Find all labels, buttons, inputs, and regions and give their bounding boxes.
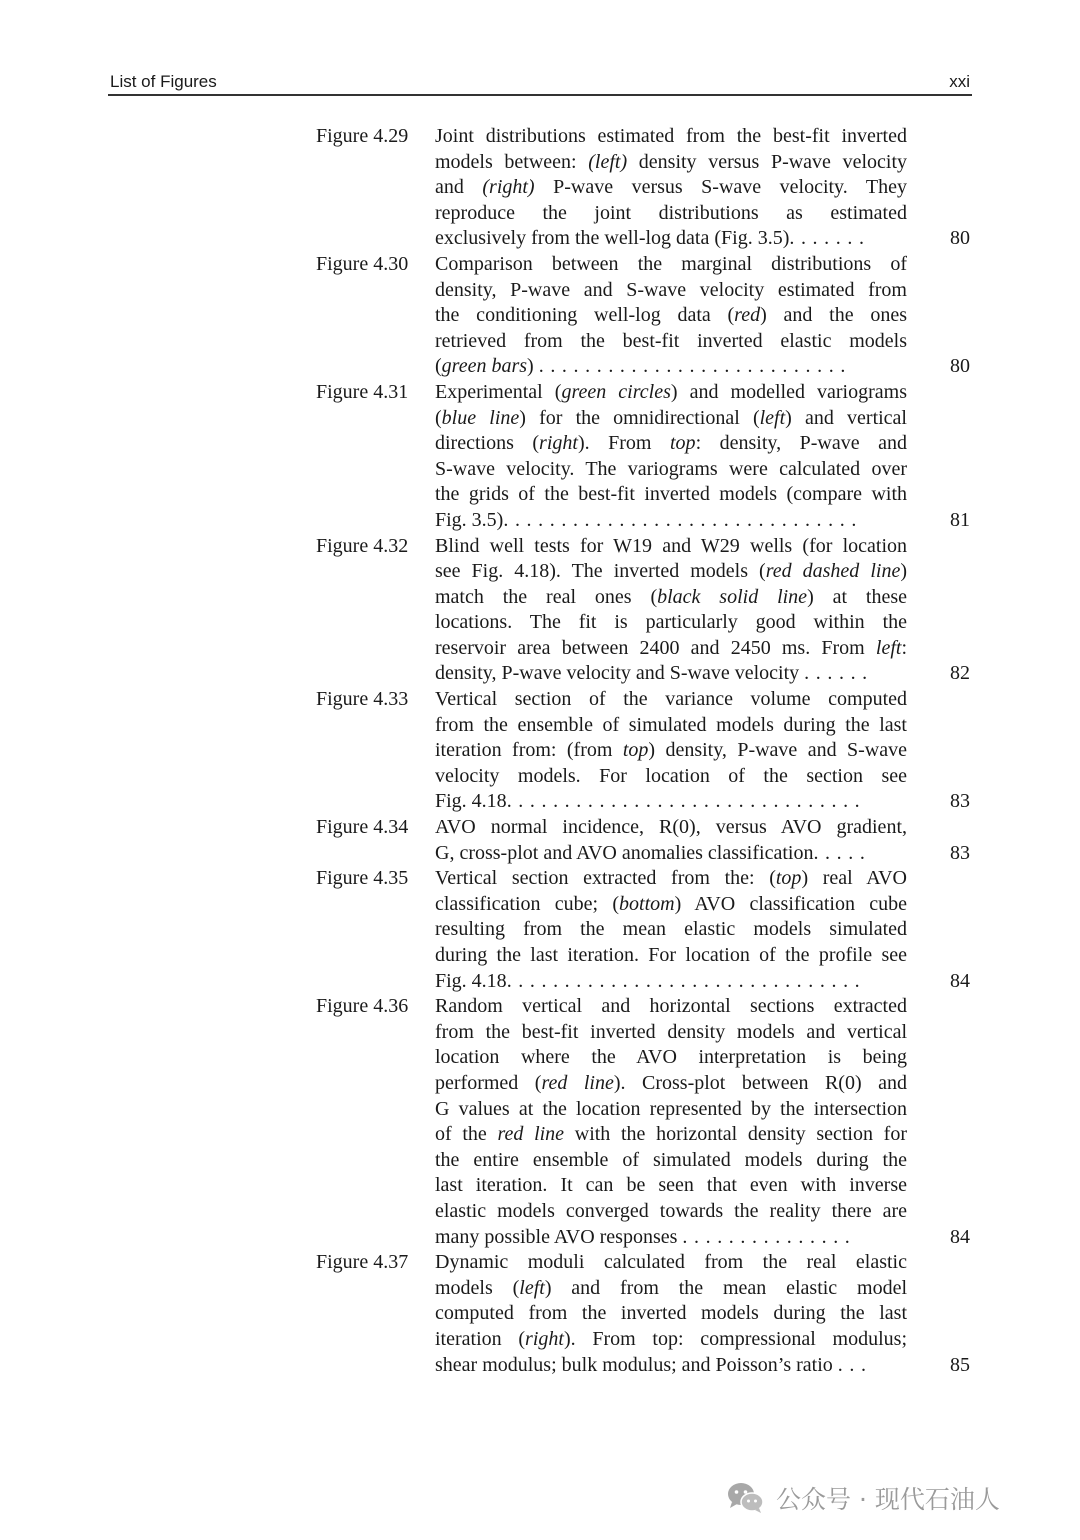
caption-line [435,278,907,304]
page-number: 81 [950,508,970,531]
caption-text: the conditioning well-log data ( [435,304,735,327]
caption-line [435,764,907,790]
caption-text: ) real AVO [801,867,907,890]
caption-line [435,252,907,278]
figure-entry [0,687,1080,815]
caption-line [435,1020,907,1046]
caption-text: Blind well tests for W19 and W29 wells (for location [435,534,907,557]
caption-text: G values at the location represented by the intersection [435,1097,907,1120]
leader-dots: ...... [804,662,874,685]
caption-line [435,303,907,329]
caption-text: Random vertical and horizontal sections extracted [435,995,907,1018]
caption-line [435,354,907,380]
figure-caption [435,534,907,688]
figure-caption [435,815,907,866]
caption-text: the grids of the best-fit inverted models (compare with [435,483,907,506]
caption-text: Comparison between the marginal distributions of [435,252,907,275]
figure-entry [0,380,1080,534]
caption-text: many possible AVO responses [435,1225,683,1248]
italic-text: blue line [441,406,520,429]
caption-line [435,841,907,867]
wechat-icon [726,1481,766,1515]
leader-dots: ........................... [538,355,852,378]
caption-line [435,1173,907,1199]
caption-line [435,431,907,457]
caption-text: G, cross-plot and AVO anomalies classification [435,841,814,864]
page-number: 83 [950,790,970,813]
caption-text: ) and vertical [785,406,907,429]
figure-label: Figure 4.29 [316,125,409,147]
page-number: 80 [950,227,970,250]
caption-text: reproduce the joint distributions as estimated [435,201,907,224]
caption-line [435,150,907,176]
caption-line [435,866,907,892]
caption-line [435,892,907,918]
caption-line [435,1353,907,1379]
caption-line [435,1122,907,1148]
caption-text: performed ( [435,1071,542,1094]
caption-text: Dynamic moduli calculated from the real elastic [435,1251,907,1274]
caption-text: resulting from the mean elastic models simulated [435,918,907,941]
caption-text: Vertical section of the variance volume computed [435,688,907,711]
figure-entry [0,1250,1080,1378]
caption-text: P-wave versus S-wave velocity. They [534,176,907,199]
caption-line [435,534,907,560]
italic-text: green circles [561,380,671,403]
caption-text: from the ensemble of simulated models during the last [435,713,907,736]
figure-entry [0,994,1080,1250]
caption-line [435,406,907,432]
caption-text: from the best-fit inverted density models and vertical [435,1020,907,1043]
caption-text: models between: [435,150,589,173]
caption-line [435,175,907,201]
caption-line [435,1045,907,1071]
italic-text: left [519,1276,545,1299]
caption-text: exclusively from the well-log data (Fig. 3.5) [435,227,790,250]
figure-entry [0,534,1080,688]
caption-line [435,789,907,815]
figure-label: Figure 4.33 [316,688,409,711]
caption-text: iteration ( [435,1327,526,1350]
page-number: 83 [950,841,970,864]
caption-text: match the real ones ( [435,585,658,608]
caption-text: during the last iteration. For location of the profile see [435,944,907,966]
caption-text: Fig. 4.18 [435,969,507,992]
caption-line [435,636,907,662]
caption-text: density, P-wave and S-wave velocity estimated from [435,278,907,301]
italic-text: top [775,867,802,890]
caption-text: classification cube; ( [435,892,620,915]
caption-line [435,1097,907,1123]
caption-line [435,1327,907,1353]
caption-line [435,508,907,534]
caption-text: ). Cross-plot between R(0) and [613,1071,907,1094]
caption-line [435,969,907,995]
figure-entry [0,252,1080,380]
caption-line [435,661,907,687]
figure-label: Figure 4.32 [316,534,409,557]
italic-text: bottom [619,892,675,915]
italic-text: (left) [588,150,628,173]
caption-text: density versus P-wave velocity [627,150,907,173]
figure-label: Figure 4.37 [316,1251,409,1274]
caption-text: ) and from the mean elastic model [544,1276,907,1299]
figure-label: Figure 4.31 [316,380,409,403]
caption-line [435,610,907,636]
italic-text: (right) [482,176,535,199]
caption-text: models ( [435,1276,520,1299]
caption-line [435,994,907,1020]
caption-line [435,1148,907,1174]
italic-text: red line [497,1123,565,1146]
figure-caption [435,124,907,252]
caption-text: density, P-wave velocity and S-wave velocity [435,662,805,685]
caption-line [435,559,907,585]
figure-label: Figure 4.36 [316,995,409,1018]
figure-caption [435,1250,907,1378]
caption-line [435,201,907,227]
caption-text: S-wave velocity. The variograms were calculated over [435,457,907,480]
caption-text: with the horizontal density section for [564,1123,907,1146]
italic-text: black solid line [657,585,808,608]
caption-text: retrieved from the best-fit inverted elastic models [435,329,907,352]
caption-text: ) [527,355,539,378]
caption-line [435,1250,907,1276]
caption-text: velocity models. For location of the section see [435,764,907,787]
caption-text: Fig. 3.5) [435,508,504,531]
caption-line [435,738,907,764]
caption-line [435,482,907,508]
caption-text: ) and modelled variograms [670,380,907,403]
watermark-text: 公众号 · 现代石油人 [776,1485,1000,1514]
caption-text: directions ( [435,432,540,455]
caption-text: computed from the inverted models during the last [435,1302,907,1325]
caption-text: Experimental ( [435,380,562,403]
caption-line [435,815,907,841]
caption-text: and [435,176,483,199]
figure-caption [435,380,907,534]
caption-text: elastic models converged towards the reality there are [435,1199,907,1222]
caption-line [435,1199,907,1225]
caption-line [435,585,907,611]
figure-entry [0,124,1080,252]
caption-line [435,457,907,483]
caption-text: AVO normal incidence, R(0), versus AVO gradient, [435,816,907,839]
italic-text: top [670,432,696,455]
leader-dots: ............................... [506,969,867,992]
italic-text: left [759,406,786,429]
header-rule [108,94,972,96]
header-page-number: xxi [949,72,970,91]
caption-line [435,226,907,252]
caption-text: see Fig. 4.18). The inverted models ( [435,560,766,583]
page-number: 80 [950,355,970,378]
caption-text: ) for the omnidirectional ( [519,406,760,429]
watermark [726,1476,1000,1520]
figure-label: Figure 4.35 [316,867,409,890]
caption-line [435,1225,907,1251]
caption-text: ). From top: compressional modulus; [563,1327,907,1350]
figure-label: Figure 4.34 [316,816,409,839]
caption-text: reservoir area between 2400 and 2450 ms. From [435,636,876,659]
caption-text: ) AVO classification cube [674,892,907,915]
caption-line [435,1276,907,1302]
leader-dots: ..... [813,841,872,864]
page-number: 85 [950,1353,970,1376]
figure-caption [435,252,907,380]
italic-text: red line [541,1071,614,1094]
caption-text: Vertical section extracted from the: ( [435,867,776,890]
leader-dots: ... [837,1353,873,1376]
italic-text: right [525,1327,564,1350]
figure-list [0,124,1080,1378]
caption-text: ) and the ones [760,304,907,327]
caption-text: ) [900,560,907,583]
caption-text: ) at these [807,585,907,608]
caption-text: Fig. 4.18 [435,790,507,813]
leader-dots: ............................... [503,508,863,531]
figure-label: Figure 4.30 [316,252,409,275]
caption-text: ). From [577,432,670,455]
caption-text: Joint distributions estimated from the best-fit inverted [435,125,907,147]
page-number: 82 [950,662,970,685]
italic-text: top [622,739,649,762]
page-number: 84 [950,969,970,992]
caption-line [435,124,907,150]
caption-line [435,917,907,943]
page-number: 84 [950,1225,970,1248]
caption-text: ( [435,355,442,378]
figure-caption [435,866,907,994]
caption-text: locations. The fit is particularly good within the [435,611,907,634]
caption-text: iteration from: (from [435,739,623,762]
figure-entry [0,866,1080,994]
figure-caption [435,994,907,1250]
leader-dots: ....... [789,227,871,250]
caption-line [435,329,907,355]
caption-line [435,943,907,969]
figure-entry [0,815,1080,866]
italic-text: left [875,636,902,659]
italic-text: red [734,304,761,327]
leader-dots: ............................... [506,790,867,813]
figure-caption [435,687,907,815]
caption-text: : [901,636,907,659]
caption-line [435,1071,907,1097]
caption-text: shear modulus; bulk modulus; and Poisson’s ratio [435,1353,838,1376]
caption-text: the entire ensemble of simulated models during the [435,1148,907,1171]
caption-text: ( [435,406,442,429]
caption-text: last iteration. It can be seen that even with inverse [435,1174,907,1197]
caption-text: location where the AVO interpretation is being [435,1046,907,1069]
caption-text: : density, P-wave and [695,432,907,455]
leader-dots: ............... [682,1225,857,1248]
caption-line [435,380,907,406]
italic-text: green bars [441,355,528,378]
italic-text: red dashed line [765,560,901,583]
italic-text: right [539,432,578,455]
caption-line [435,1301,907,1327]
header-title: List of Figures [110,72,217,91]
caption-line [435,713,907,739]
caption-line [435,687,907,713]
running-header [108,70,972,96]
caption-text: ) density, P-wave and S-wave [648,739,907,762]
caption-text: of the [435,1123,498,1146]
